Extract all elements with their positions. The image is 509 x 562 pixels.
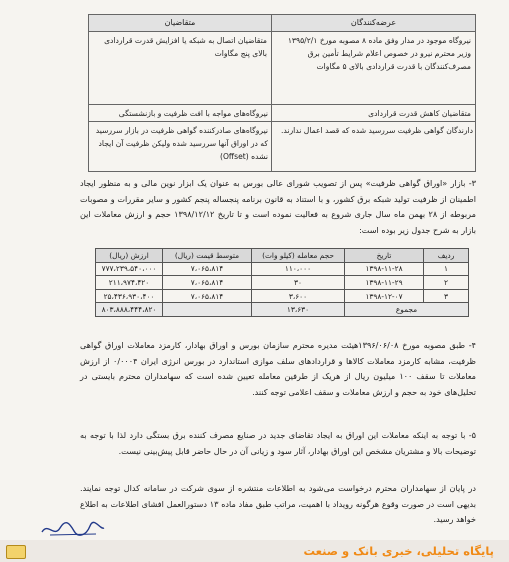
site-logo-icon bbox=[6, 545, 26, 559]
header-applicants: متقاضیان bbox=[89, 15, 271, 32]
table-total-row bbox=[96, 303, 469, 317]
header-avg-price: متوسط قیمت (ریال) bbox=[163, 249, 252, 263]
cell-value: ۷۷۷،۲۳۹،۵۴۰،۰۰۰ bbox=[96, 262, 163, 276]
handwritten-signature-icon bbox=[38, 518, 108, 540]
trade-table-header bbox=[96, 249, 469, 263]
cell-total-value: ۸۰۳،۸۸۸،۴۴۴،۸۲۰ bbox=[96, 303, 163, 317]
suppliers-row2: متقاضیان کاهش قدرت قراردادی bbox=[368, 109, 471, 118]
cell-total-empty bbox=[163, 303, 252, 317]
cell-volume: ۳،۶۰۰ bbox=[252, 289, 345, 303]
cell-avg-price: ۷،۰۶۵،۸۱۴ bbox=[163, 262, 252, 276]
cell-volume: ۳۰ bbox=[252, 276, 345, 290]
table-row bbox=[96, 276, 469, 290]
header-value: ارزش (ریال) bbox=[96, 249, 163, 263]
suppliers-row3: دارندگان گواهی ظرفیت سررسید شده که قصد اعمال ندارند. bbox=[281, 126, 473, 135]
suppliers-row1: نیروگاه موجود در مدار وفق ماده ۸ مصوبه مورخ ۱۳۹۵/۲/۱ وزیر محترم نیرو در خصوص اعلام شرایط تأمین برق مصرف‌کنندگان با قدرت قراردادی بالای ۵ مگاوات bbox=[287, 36, 471, 71]
banner-text: پایگاه تحلیلی، خبری بانک و صنعت bbox=[303, 544, 494, 558]
cell-avg-price: ۷،۰۶۵،۸۱۴ bbox=[163, 276, 252, 290]
applicants-row3: نیروگاه‌های صادرکننده گواهی ظرفیت در بازار سررسید که در اوراق آنها سررسید شده ولیکن ظرفیت آن ایجاد نشده (Offset) bbox=[95, 126, 268, 161]
paragraph-4: ۴- طبق مصوبه مورخ ۱۳۹۶/۰۶/۰۸هیئت مدیره محترم سازمان بورس و اوراق بهادار، کارمزد معاملات اوراق گواهی ظرفیت، مشابه کارمزد معاملات کالاها و قراردادهای سلف موازی استاندارد در بورس انرژی ایران ۰/۰۰۰۴ از ارزش معاملات تا سقف ۱۰۰ میلیون ریال از هریک از طرفین معامله تعیین شده است که سهامداران محترم بایستی در تحلیل‌های خود به حجم و ارزش معاملات و سقف اعلامی توجه کنند. bbox=[80, 340, 477, 397]
cell-avg-price: ۷،۰۶۵،۸۱۴ bbox=[163, 289, 252, 303]
cell-total-label: مجموع bbox=[345, 303, 469, 317]
trade-table bbox=[95, 248, 469, 317]
applicants-row2: نیروگاه‌های مواجه با افت ظرفیت و بازنشستگی bbox=[118, 109, 268, 118]
cell-date: ۱۳۹۸-۱۱-۲۸ bbox=[345, 262, 424, 276]
column-suppliers bbox=[272, 15, 475, 171]
comparison-row2 bbox=[89, 104, 475, 122]
header-volume: حجم معامله (کیلو وات) bbox=[252, 249, 345, 263]
cell-total-volume: ۱۳،۶۳۰ bbox=[252, 303, 345, 317]
cell-row-no: ۲ bbox=[424, 276, 469, 290]
cell-date: ۱۳۹۸-۱۱-۲۹ bbox=[345, 276, 424, 290]
cell-volume: ۱۱۰،۰۰۰ bbox=[252, 262, 345, 276]
paragraph-5: ۵- با توجه به اینکه معاملات این اوراق به ایجاد تقاضای جدید در صنایع مصرف کننده برق بستگی دارد لذا با توجه به توضیحات بالا و مشتریان مشخص این اوراق بهادار، آثار سود و زیانی آن در حال حاضر قابل پیش‌بینی نیست. bbox=[80, 430, 476, 456]
cell-row-no: ۳ bbox=[424, 289, 469, 303]
cell-date: ۱۳۹۸-۱۲-۰۷ bbox=[345, 289, 424, 303]
table-row bbox=[96, 289, 469, 303]
comparison-table bbox=[88, 14, 476, 172]
cell-row-no: ۱ bbox=[424, 262, 469, 276]
header-row-no: ردیف bbox=[424, 249, 469, 263]
source-banner bbox=[0, 540, 509, 562]
cell-value: ۲۵،۴۳۶،۹۳۰،۴۰۰ bbox=[96, 289, 163, 303]
paragraph-3: ۳- بازار «اوراق گواهی ظرفیت» پس از تصویب شورای عالی بورس به عنوان یک ابزار نوین مالی و به منظور ایجاد اطمینان از ظرفیت تولید شبکه برق کشور، و با استناد به قانون برنامه پنجساله پنجم کشور و سایر مقررات و مصوبات مربوطه از ۲۸ بهمن ماه سال جاری شروع به فعالیت نموده است و تا تاریخ ۱۳۹۸/۱۲/۱۲ حجم و ارزش معاملات این بازار به شرح جدول زیر بوده است: bbox=[80, 178, 476, 235]
header-date: تاریخ bbox=[345, 249, 424, 263]
table-row bbox=[96, 262, 469, 276]
cell-value: ۲۱۱،۹۷۴،۴۲۰ bbox=[96, 276, 163, 290]
closing-paragraph: در پایان از سهامداران محترم درخواست می‌شود به اطلاعات منتشره از سوی شرکت در سامانه کدال توجه نمایند. بدیهی است در صورت وقوع هرگونه رویداد با اهمیت، مراتب طبق مفاد ماده ۱۳ دستورالعمل افشای اطلاعات به اطلاع خواهد رسید. bbox=[80, 483, 476, 524]
applicants-row1: متقاضیان اتصال به شبکه یا افزایش قدرت قراردادی بالای پنج مگاوات bbox=[104, 36, 267, 58]
header-suppliers: عرضه‌کنندگان bbox=[272, 15, 475, 32]
